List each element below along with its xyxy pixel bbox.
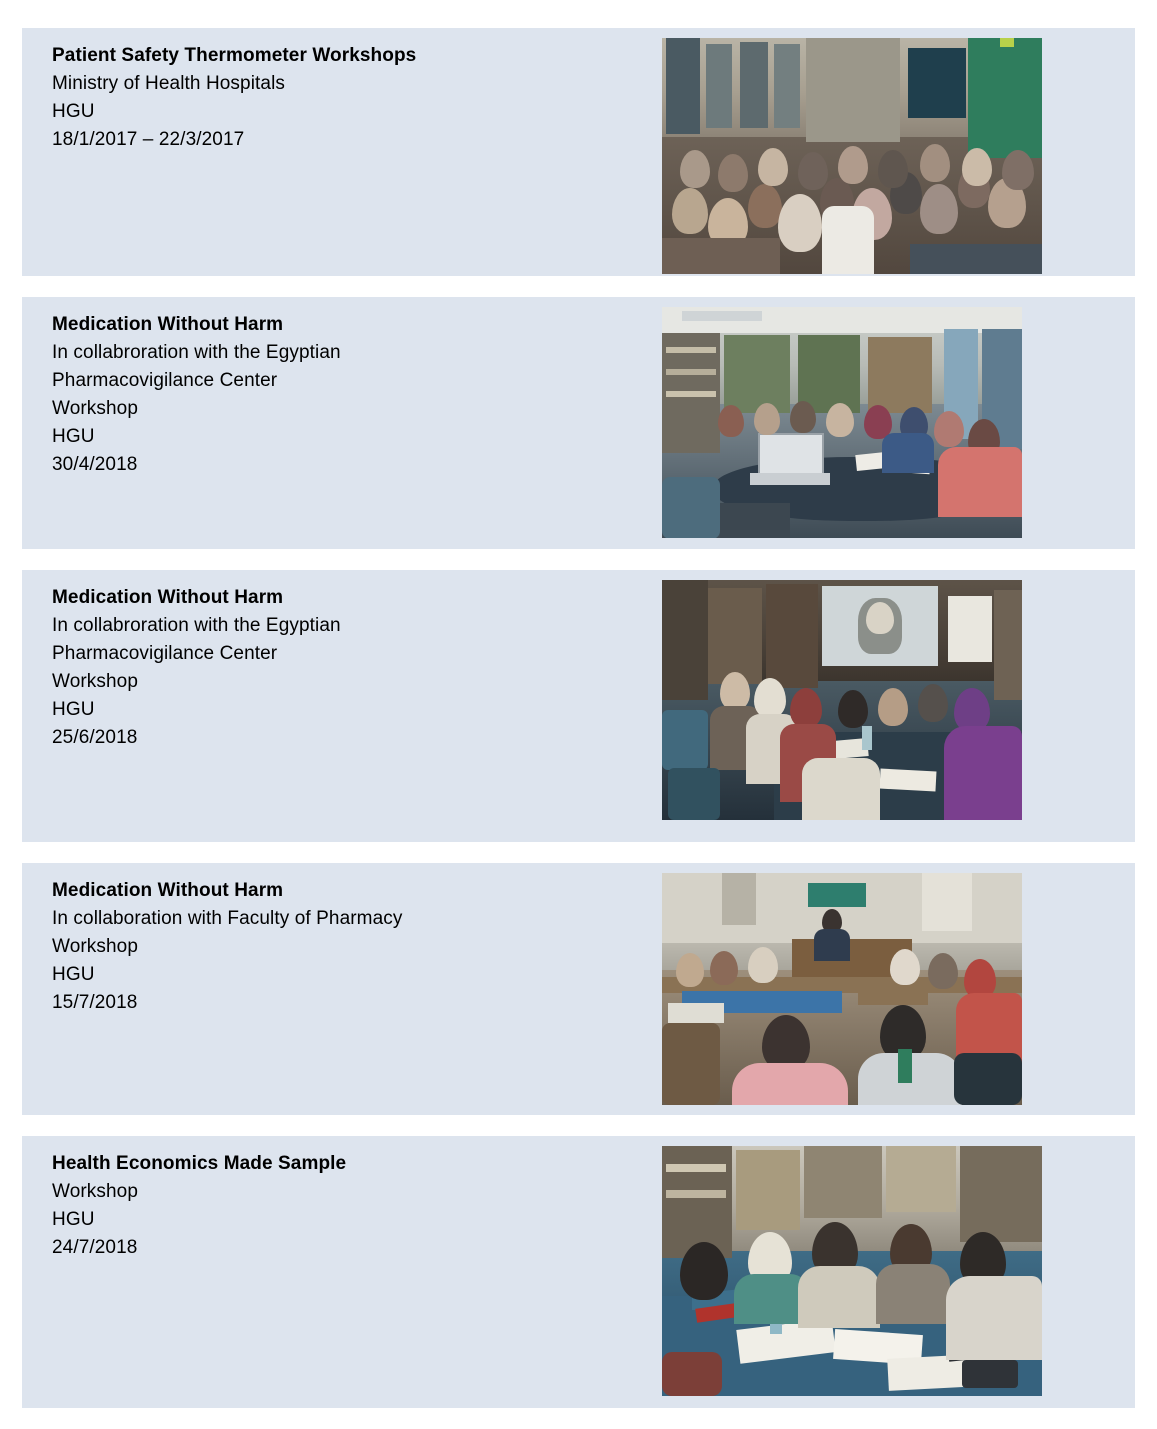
- classroom-seated-participants-photo: [662, 873, 1022, 1105]
- event-date: 25/6/2018: [52, 727, 138, 748]
- event-detail-line: In collabroration with the Egyptian: [52, 342, 341, 363]
- event-detail-line: Workshop: [52, 936, 138, 957]
- event-detail-line: HGU: [52, 1209, 95, 1230]
- event-title: Health Economics Made Sample: [52, 1153, 347, 1174]
- event-photo-container: [652, 307, 1123, 538]
- event-row: [22, 297, 1135, 549]
- meeting-room-round-table-photo: [662, 307, 1022, 538]
- event-date: 30/4/2018: [52, 454, 138, 475]
- event-detail-line: In collabroration with the Egyptian: [52, 615, 341, 636]
- event-text-block: [32, 873, 652, 1017]
- event-detail-line: In collaboration with Faculty of Pharmacy: [52, 908, 403, 929]
- event-text-block: [32, 38, 652, 154]
- event-detail-line: Pharmacovigilance Center: [52, 643, 278, 664]
- event-date: 18/1/2017 – 22/3/2017: [52, 129, 245, 150]
- event-detail-line: HGU: [52, 699, 95, 720]
- event-detail-line: Workshop: [52, 398, 138, 419]
- event-detail-line: Ministry of Health Hospitals: [52, 73, 285, 94]
- event-detail-line: HGU: [52, 426, 95, 447]
- event-title: Patient Safety Thermometer Workshops: [52, 45, 417, 66]
- lecture-hall-audience-photo: [662, 38, 1042, 274]
- event-photo-container: [652, 38, 1123, 274]
- event-date: 15/7/2018: [52, 992, 138, 1013]
- event-row: [22, 570, 1135, 842]
- event-detail-line: Pharmacovigilance Center: [52, 370, 278, 391]
- event-detail-line: HGU: [52, 101, 95, 122]
- event-title: Medication Without Harm: [52, 314, 284, 335]
- event-detail-line: HGU: [52, 964, 95, 985]
- event-detail-line: Workshop: [52, 1181, 138, 1202]
- event-row: [22, 1136, 1135, 1408]
- event-date: 24/7/2018: [52, 1237, 138, 1258]
- event-photo-container: [652, 1146, 1123, 1396]
- event-row: [22, 863, 1135, 1115]
- event-text-block: [32, 1146, 652, 1262]
- event-photo-container: [652, 873, 1123, 1105]
- event-photo-container: [652, 580, 1123, 820]
- event-detail-line: Workshop: [52, 671, 138, 692]
- event-title: Medication Without Harm: [52, 880, 284, 901]
- event-text-block: [32, 580, 652, 752]
- event-title: Medication Without Harm: [52, 587, 284, 608]
- projector-presentation-photo: [662, 580, 1022, 820]
- event-text-block: [32, 307, 652, 479]
- event-row: [22, 28, 1135, 276]
- group-work-blue-table-photo: [662, 1146, 1042, 1396]
